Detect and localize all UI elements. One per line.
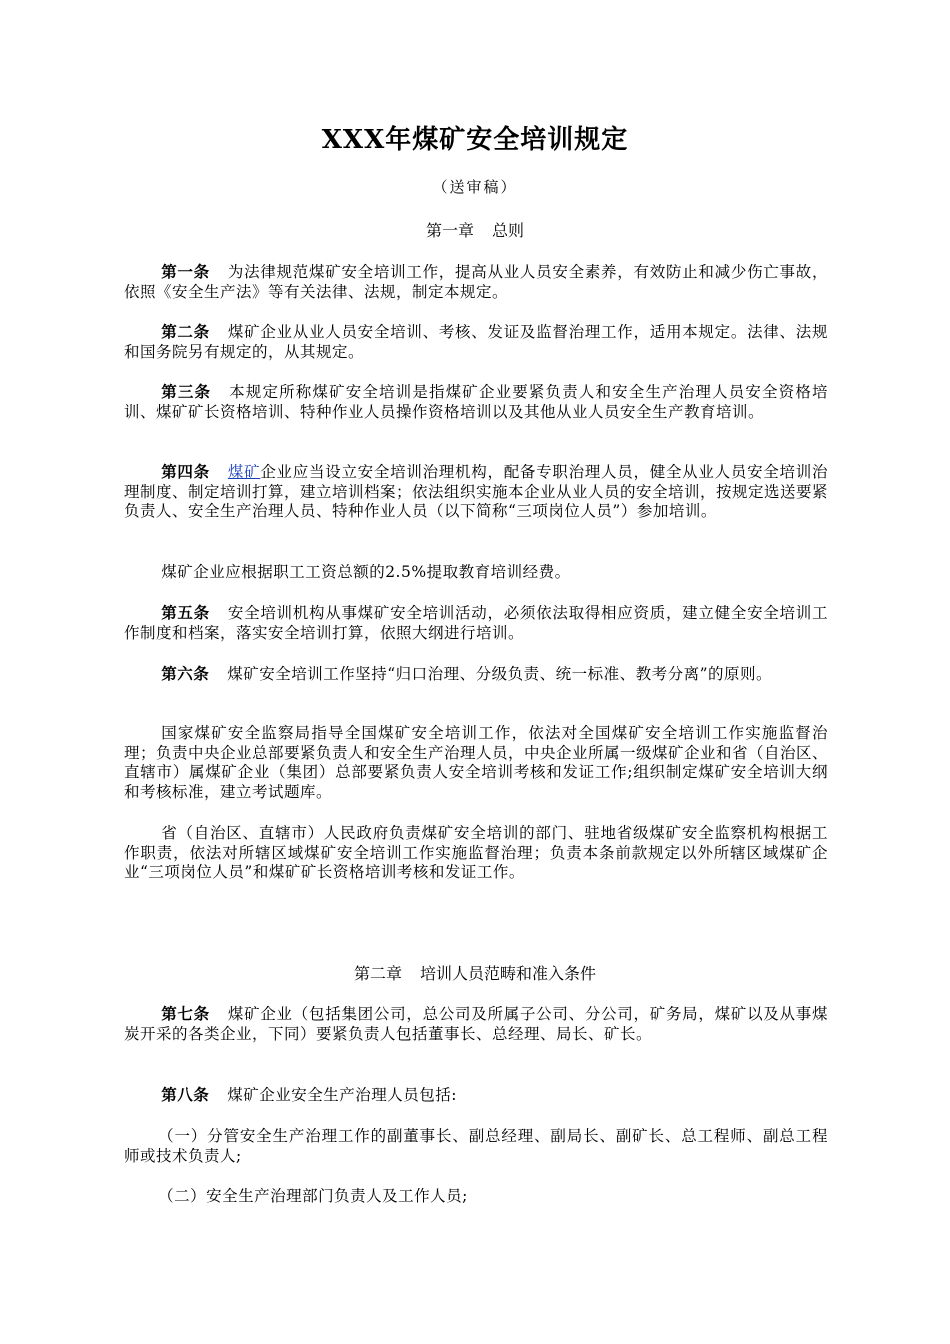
chapter-1-label: 第一章 [425,221,474,240]
article-5-text: 安全培训机构从事煤矿安全培训活动，必须依法取得相应资质，建立健全安全培训工作制度和档案，落实安全培训打算，依照大纲进行培训。 [124,604,828,642]
article-3-label: 第三条 [161,382,212,401]
article-4 [124,462,828,522]
article-8-text: 煤矿企业安全生产治理人员包括: [227,1086,457,1104]
article-1-text: 为法律规范煤矿安全培训工作，提高从业人员安全素养，有效防止和减少伤亡事故，依照《安全生产法》等有关法律、法规，制定本规定。 [124,263,828,301]
article-7-label: 第七条 [161,1004,210,1023]
chapter-1-name: 总则 [492,221,525,240]
article-4-paragraph-2: 煤矿企业应根据职工工资总额的2.5%提取教育培训经费。 [161,563,571,581]
chapter-2-heading [0,963,950,985]
article-4-link[interactable]: 煤矿 [227,463,261,481]
document-subtitle: （送审稿） [432,178,518,196]
article-2-text: 煤矿企业从业人员安全培训、考核、发证及监督治理工作，适用本规定。法律、法规和国务院另有规定的，从其规定。 [124,323,828,361]
article-7-text: 煤矿企业（包括集团公司，总公司及所属子公司、分公司，矿务局，煤矿以及从事煤炭开采的各类企业，下同）要紧负责人包括董事长、总经理、局长、矿长。 [124,1005,828,1043]
article-8-item-2: （二）安全生产治理部门负责人及工作人员; [158,1187,468,1205]
article-2 [124,322,828,362]
article-6-paragraph-3: 省（自治区、直辖市）人民政府负责煤矿安全培训的部门、驻地省级煤矿安全监察机构根据工作职责，依法对所辖区域煤矿安全培训工作实施监督治理；负责本条前款规定以外所辖区域煤矿企业“三项岗位人员”和煤矿矿长资格培训考核和发证工作。 [124,824,828,881]
article-3 [124,382,828,422]
article-7 [124,1004,828,1044]
document-title: XXX年煤矿安全培训规定 [321,125,629,155]
article-8-label: 第八条 [161,1085,210,1104]
article-2-label: 第二条 [161,322,210,341]
article-5-label: 第五条 [161,603,210,622]
chapter-1-heading [0,220,950,242]
article-6-label: 第六条 [161,664,210,683]
article-4-text: 企业应当设立安全培训治理机构，配备专职治理人员，健全从业人员安全培训治理制度、制定培训打算，建立培训档案；依法组织实施本企业从业人员的安全培训，按规定选送要紧负责人、安全生产治理人员、特种作业人员（以下简称“三项岗位人员”）参加培训。 [124,463,829,520]
article-6-paragraph-2: 国家煤矿安全监察局指导全国煤矿安全培训工作，依法对全国煤矿安全培训工作实施监督治理；负责中央企业总部要紧负责人和安全生产治理人员，中央企业所属一级煤矿企业和省（自治区、直辖市）属煤矿企业（集团）总部要紧负责人安全培训考核和发证工作;组织制定煤矿安全培训大纲和考核标准，建立考试题库。 [124,724,829,801]
article-1 [124,262,828,302]
chapter-2-name: 培训人员范畴和准入条件 [420,964,597,983]
article-8-item-1: （一）分管安全生产治理工作的副董事长、副总经理、副局长、副矿长、总工程师、副总工程师或技术负责人; [124,1127,828,1165]
article-6-text: 煤矿安全培训工作坚持“归口治理、分级负责、统一标准、教考分离”的原则。 [227,665,773,683]
article-8 [124,1085,828,1106]
chapter-2-label: 第二章 [353,964,402,983]
article-3-text: 本规定所称煤矿安全培训是指煤矿企业要紧负责人和安全生产治理人员安全资格培训、煤矿矿长资格培训、特种作业人员操作资格培训以及其他从业人员安全生产教育培训。 [124,383,828,421]
article-5 [124,603,828,643]
article-1-label: 第一条 [161,262,210,281]
article-4-label: 第四条 [161,462,210,481]
article-6 [124,664,828,685]
